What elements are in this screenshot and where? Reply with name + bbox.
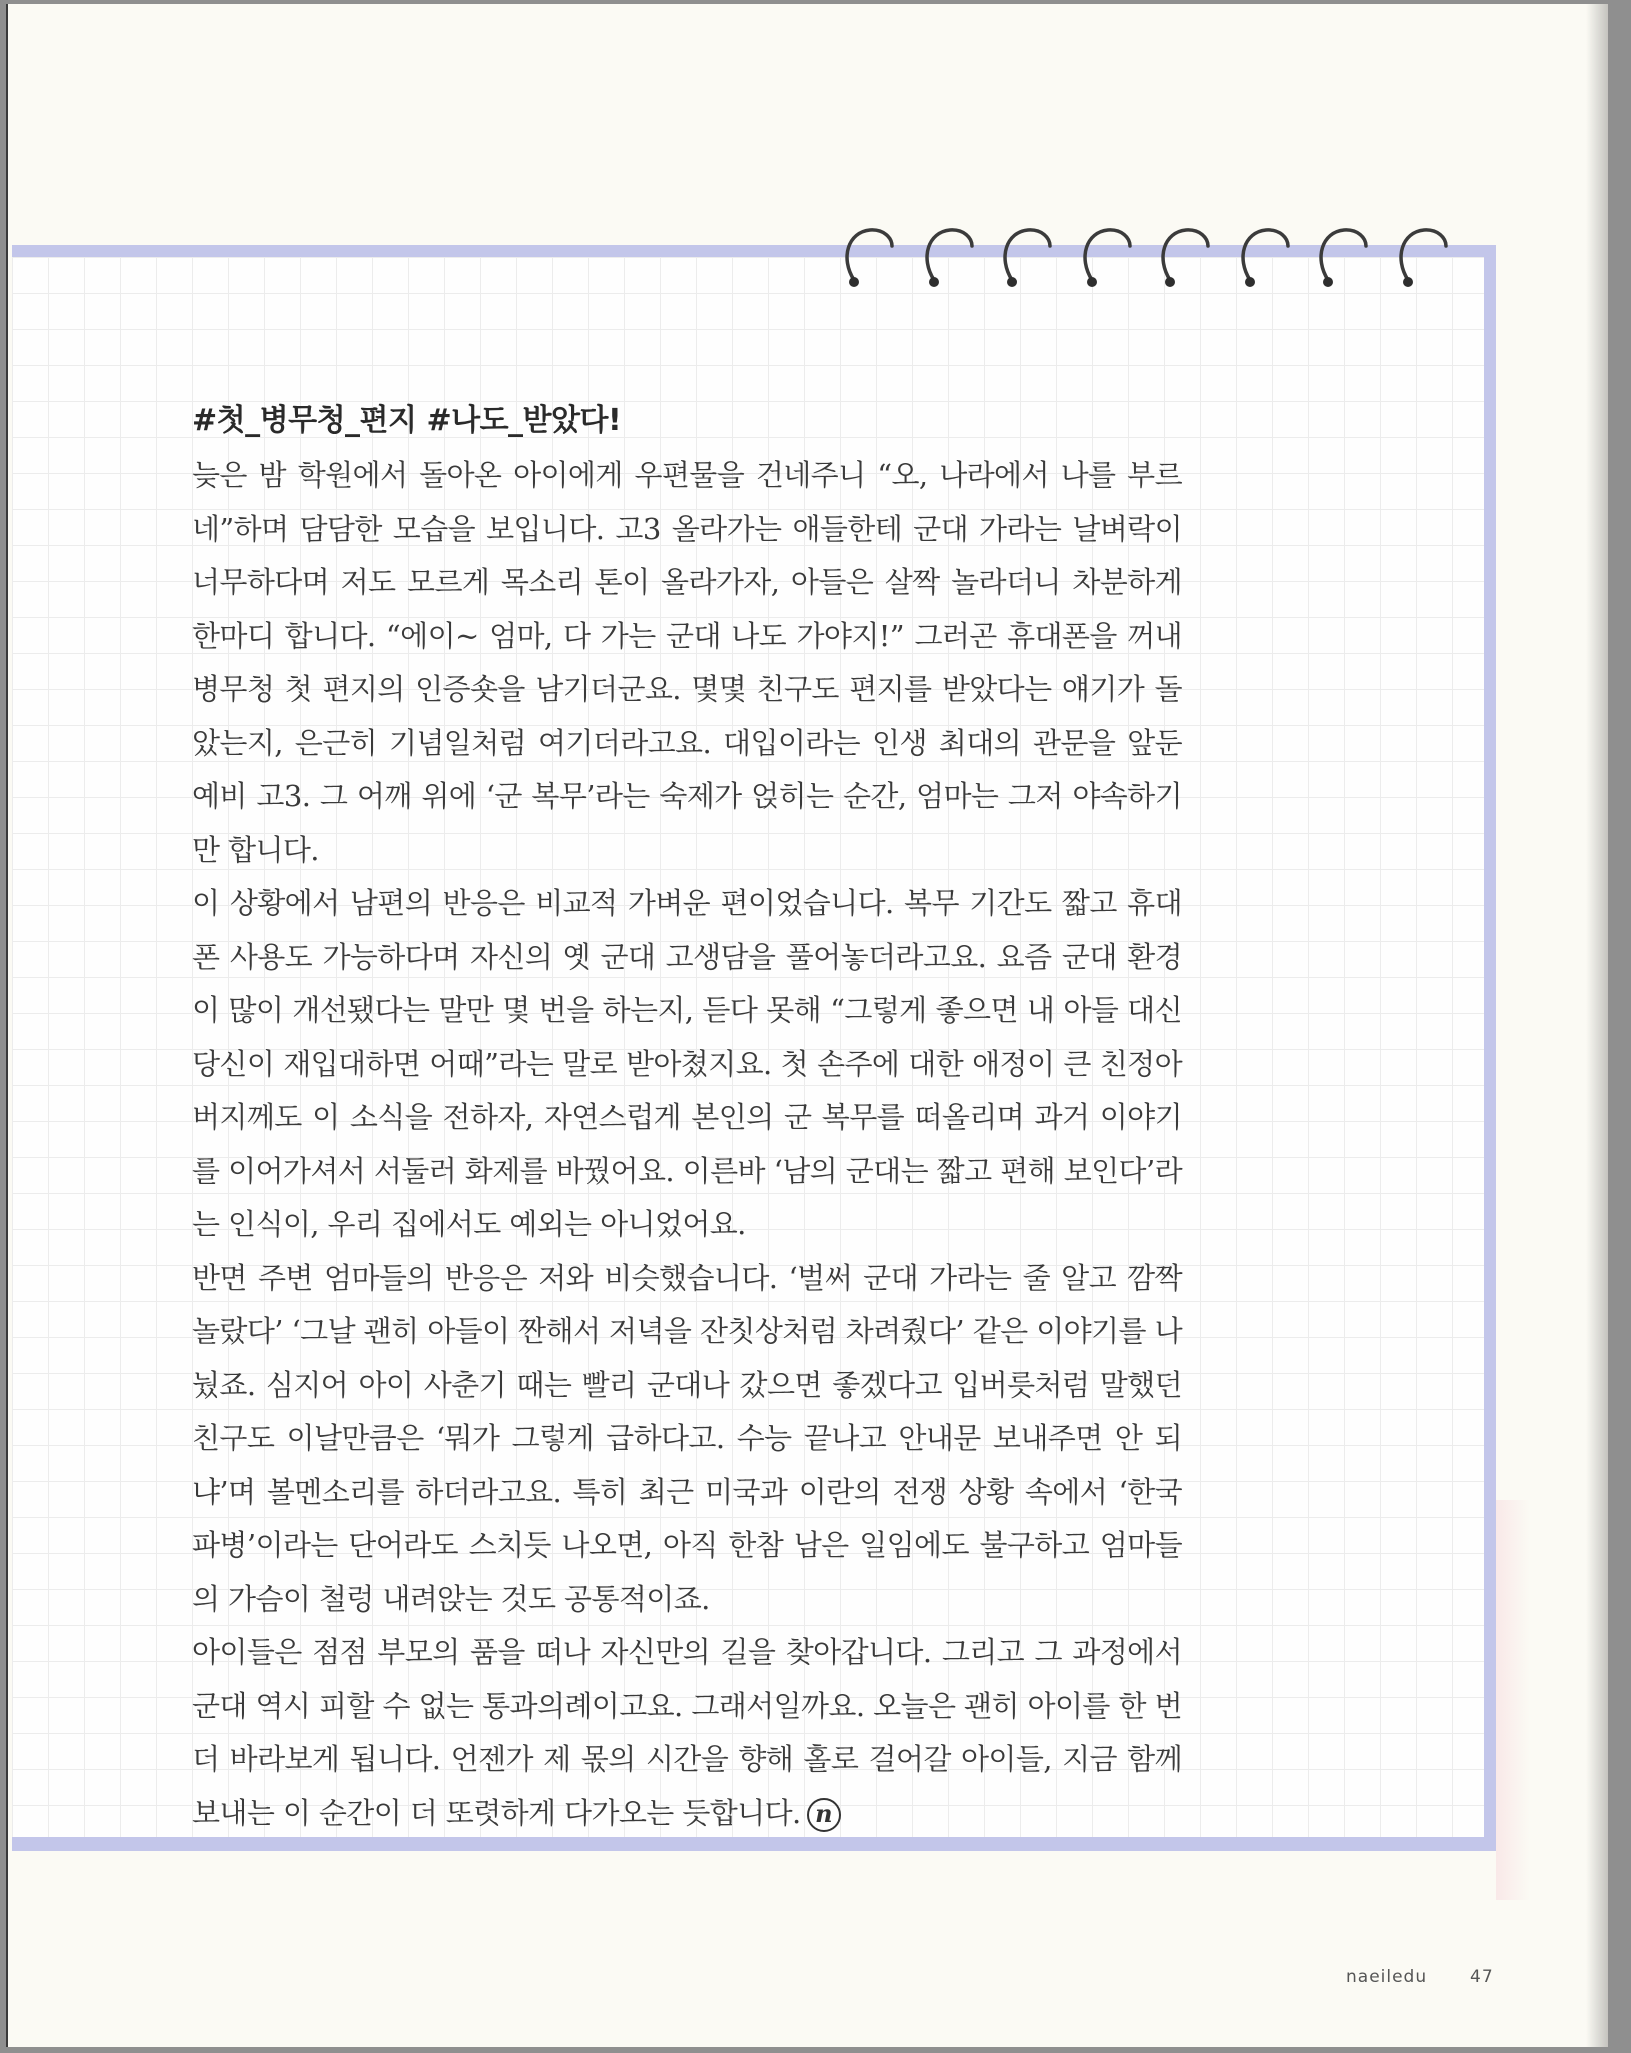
spiral-ring-5	[1163, 230, 1208, 280]
paragraph-2: 이 상황에서 남편의 반응은 비교적 가벼운 편이었습니다. 복무 기간도 짧고 휴대폰 사용도 가능하다며 자신의 옛 군대 고생담을 풀어놓더라고요. 요즘 군대 환경이 많이 개선됐다는 말만 몇 번을 하는지, 듣다 못해 “그렇게 좋으면 내 아들 대신 당신이 재입대하면 어때”라는 말로 받아쳤지요. 첫 손주에 대한 애정이 큰 친정아버지께도 이 소식을 전하자, 자연스럽게 본인의 군 복무를 떠올리며 과거 이야기를 이어가셔서 서둘러 화제를 바꿨어요. 이른바 ‘남의 군대는 짧고 편해 보인다’라는 인식이, 우리 집에서도 예외는 아니었어요.	[192, 886, 1182, 1241]
end-mark-icon: n	[807, 1798, 841, 1832]
spiral-ring-3	[1005, 230, 1050, 280]
article-body	[192, 395, 1182, 1840]
page-number: 47	[1470, 1967, 1494, 1987]
spiral-ring-1	[847, 230, 892, 280]
spiral-ring-2	[927, 230, 972, 280]
frame-right-bar	[1484, 245, 1496, 1851]
spiral-ring-6	[1243, 230, 1288, 280]
spiral-binding	[830, 218, 1450, 298]
spiral-ring-8	[1401, 230, 1446, 280]
paragraph-3: 반면 주변 엄마들의 반응은 저와 비슷했습니다. ‘벌써 군대 가라는 줄 알고 깜짝 놀랐다’ ‘그날 괜히 아들이 짠해서 저녁을 잔칫상처럼 차려줬다’ 같은 이야기를 나눴죠. 심지어 아이 사춘기 때는 빨리 군대나 갔으면 좋겠다고 입버릇처럼 말했던 친구도 이날만큼은 ‘뭐가 그렇게 급하다고. 수능 끝나고 안내문 보내주면 안 되냐’며 볼멘소리를 하더라고요. 특히 최근 미국과 이란의 전쟁 상황 속에서 ‘한국 파병’이라는 단어라도 스치듯 나오면, 아직 한참 남은 일임에도 불구하고 엄마들의 가슴이 철렁 내려앉는 것도 공통적이죠.	[192, 1260, 1182, 1616]
spiral-ring-4	[1085, 230, 1130, 280]
spiral-ring-7	[1321, 230, 1366, 280]
paragraph-1: 늦은 밤 학원에서 돌아온 아이에게 우편물을 건네주니 “오, 나라에서 나를 부르네”하며 담담한 모습을 보입니다. 고3 올라가는 애들한테 군대 가라는 날벼락이 너무하다며 저도 모르게 목소리 톤이 올라가자, 아들은 살짝 놀라더니 차분하게 한마디 합니다. “에이~ 엄마, 다 가는 군대 나도 가야지!” 그러곤 휴대폰을 꺼내 병무청 첫 편지의 인증숏을 남기더군요. 몇몇 친구도 편지를 받았다는 얘기가 돌았는지, 은근히 기념일처럼 여기더라고요. 대입이라는 인생 최대의 관문을 앞둔 예비 고3. 그 어깨 위에 ‘군 복무’라는 숙제가 얹히는 순간, 엄마는 그저 야속하기만 합니다.	[192, 458, 1182, 867]
card-glow	[1496, 1500, 1530, 1900]
article-heading: #첫_병무청_편지 #나도_받았다!	[192, 403, 622, 438]
page-edge-shadow	[1586, 4, 1608, 2047]
paragraph-4	[192, 1626, 1182, 1840]
paragraph-4-text: 아이들은 점점 부모의 품을 떠나 자신만의 길을 찾아갑니다. 그리고 그 과정에서 군대 역시 피할 수 없는 통과의례이고요. 그래서일까요. 오늘은 괜히 아이를 한 번 더 바라보게 됩니다. 언젠가 제 몫의 시간을 향해 홀로 걸어갈 아이들, 지금 함께 보내는 이 순간이 더 또렷하게 다가오는 듯합니다.	[192, 1635, 1182, 1830]
footer-brand: naeiledu	[1346, 1967, 1428, 1987]
